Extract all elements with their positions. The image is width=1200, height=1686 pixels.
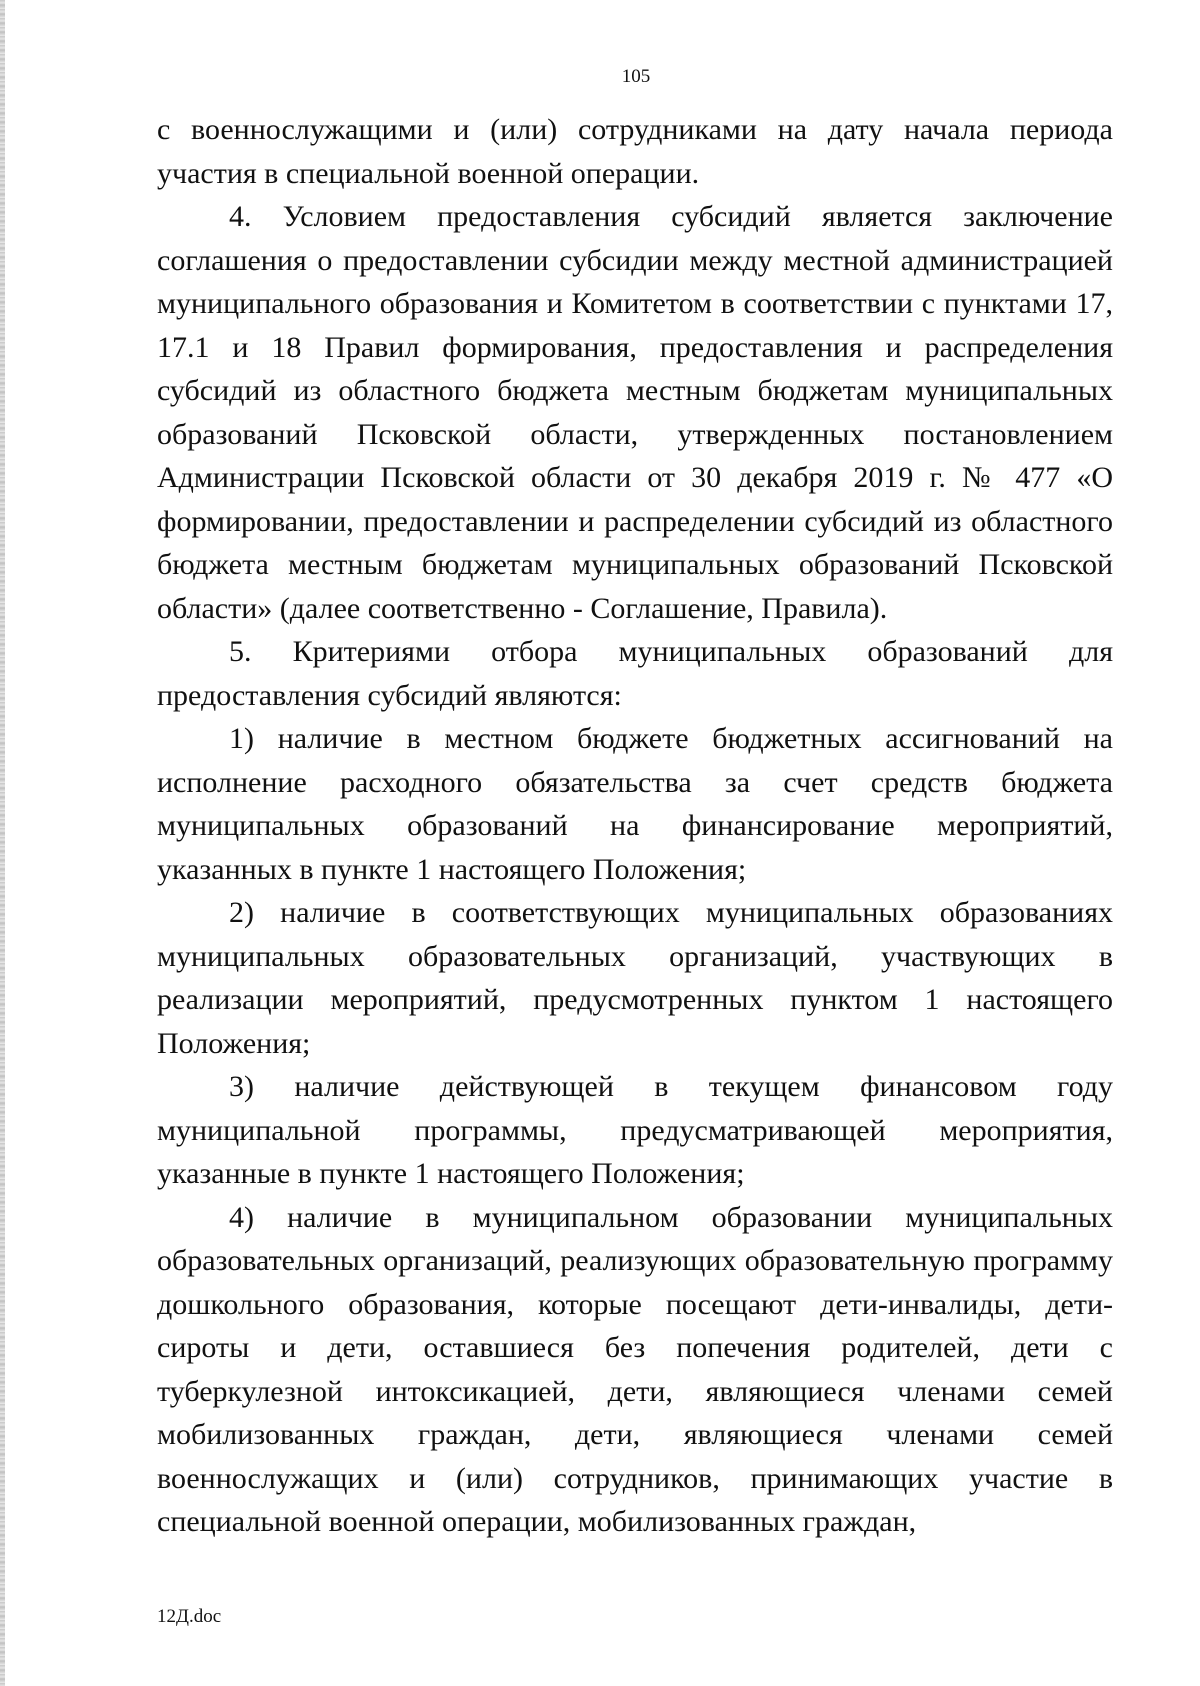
footer-filename: 12Д.doc [157, 1606, 222, 1627]
paragraph-subitem-3: 3) наличие действующей в текущем финансовом году муниципальной программы, предусматривающей мероприятия, указанные в пункте 1 настоящего Положения; [157, 1070, 1113, 1190]
page-number: 105 [621, 66, 651, 87]
paragraph-subitem-4: 4) наличие в муниципальном образовании муниципальных образовательных организаций, реализующих образовательную программу дошкольного образования, которые посещают дети-инвалиды, дети-сироты и дети, оставшиеся без попечения родителей, дети с туберкулезной интоксикацией, дети, являющиеся членами семей мобилизованных граждан, дети, являющиеся членами семей военнослужащих и (или) сотрудников, принимающих участие в специальной военной операции, мобилизованных граждан, [157, 1200, 1113, 1538]
paragraph-continuation: с военнослужащими и (или) сотрудниками на дату начала периода участия в специальной военной операции. [157, 113, 1113, 190]
paragraph-item-5: 5. Критериями отбора муниципальных образований для предоставления субсидий являются: [157, 635, 1113, 712]
document-body [157, 108, 1113, 1544]
paragraph-item-4: 4. Условием предоставления субсидий является заключение соглашения о предоставлении субсидии между местной администрацией муниципального образования и Комитетом в соответствии с пунктами 17, 17.1 и 18 Правил формирования, предоставления и распределения субсидий из областного бюджета местным бюджетам муниципальных образований Псковской области, утвержденных постановлением Администрации Псковской области от 30 декабря 2019 г. № 477 «О формировании, предоставлении и распределении субсидий из областного бюджета местным бюджетам муниципальных образований Псковской области» (далее соответственно - Соглашение, Правила). [157, 200, 1113, 625]
paragraph-subitem-2: 2) наличие в соответствующих муниципальных образованиях муниципальных образовательных организаций, участвующих в реализации мероприятий, предусмотренных пунктом 1 настоящего Положения; [157, 896, 1113, 1060]
paragraph-subitem-1: 1) наличие в местном бюджете бюджетных ассигнований на исполнение расходного обязательства за счет средств бюджета муниципальных образований на финансирование мероприятий, указанных в пункте 1 настоящего Положения; [157, 722, 1113, 886]
scan-edge [0, 0, 5, 1686]
